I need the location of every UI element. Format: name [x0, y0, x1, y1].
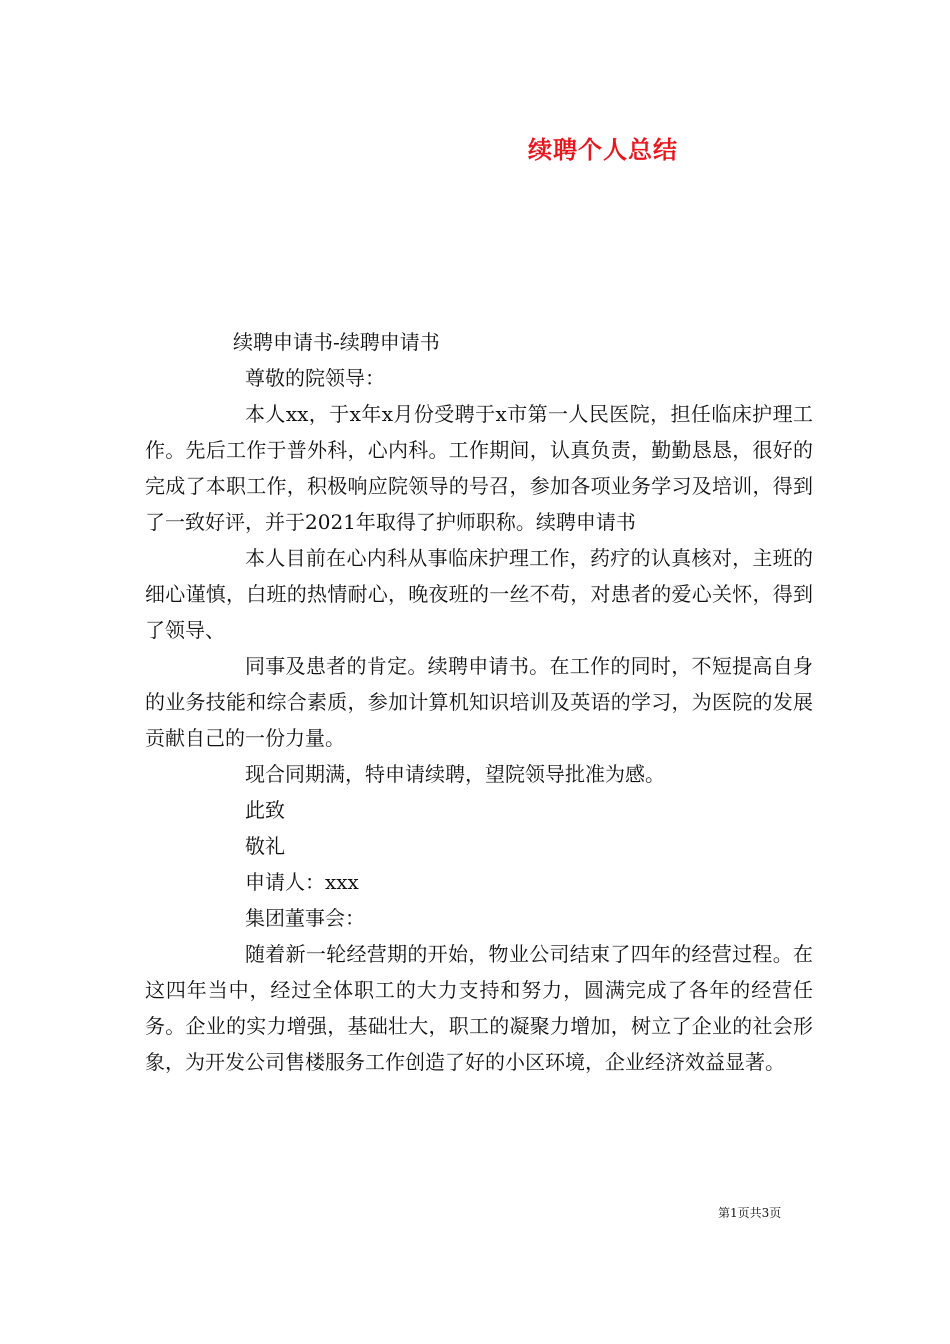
- closing-line: 敬礼: [245, 834, 285, 858]
- body-paragraph: 本人目前在心内科从事临床护理工作，药疗的认真核对，主班的细心谨慎，白班的热情耐心，晚夜班的一丝不苟，对患者的爱心关怀，得到了领导、: [145, 546, 813, 642]
- body-paragraph: 同事及患者的肯定。续聘申请书。在工作的同时，不短提高自身的业务技能和综合素质，参加计算机知识培训及英语的学习，为医院的发展贡献自己的一份力量。: [145, 654, 813, 750]
- body-paragraph: 随着新一轮经营期的开始，物业公司结束了四年的经营过程。在这四年当中，经过全体职工的大力支持和努力，圆满完成了各年的经营任务。企业的实力增强，基础壮大，职工的凝聚力增加，树立了企业的社会形象，为开发公司售楼服务工作创造了好的小区环境，企业经济效益显著。: [145, 942, 813, 1074]
- page-number-footer: 第1页共3页: [718, 1206, 782, 1220]
- document-subheading: 续聘申请书-续聘申请书: [233, 330, 440, 354]
- salutation: 集团董事会：: [245, 906, 365, 930]
- applicant-line: 申请人：xxx: [245, 870, 359, 894]
- salutation: 尊敬的院领导：: [245, 366, 385, 390]
- body-paragraph: 现合同期满，特申请续聘，望院领导批准为感。: [245, 762, 665, 786]
- closing-line: 此致: [245, 798, 285, 822]
- body-paragraph: 本人xx，于x年x月份受聘于x市第一人民医院，担任临床护理工作。先后工作于普外科，心内科。工作期间，认真负责，勤勤恳恳，很好的完成了本职工作，积极响应院领导的号召，参加各项业务学习及培训，得到了一致好评，并于2021年取得了护师职称。续聘申请书: [145, 402, 813, 534]
- document-body: [145, 360, 813, 1080]
- document-title: 续聘个人总结: [528, 135, 678, 164]
